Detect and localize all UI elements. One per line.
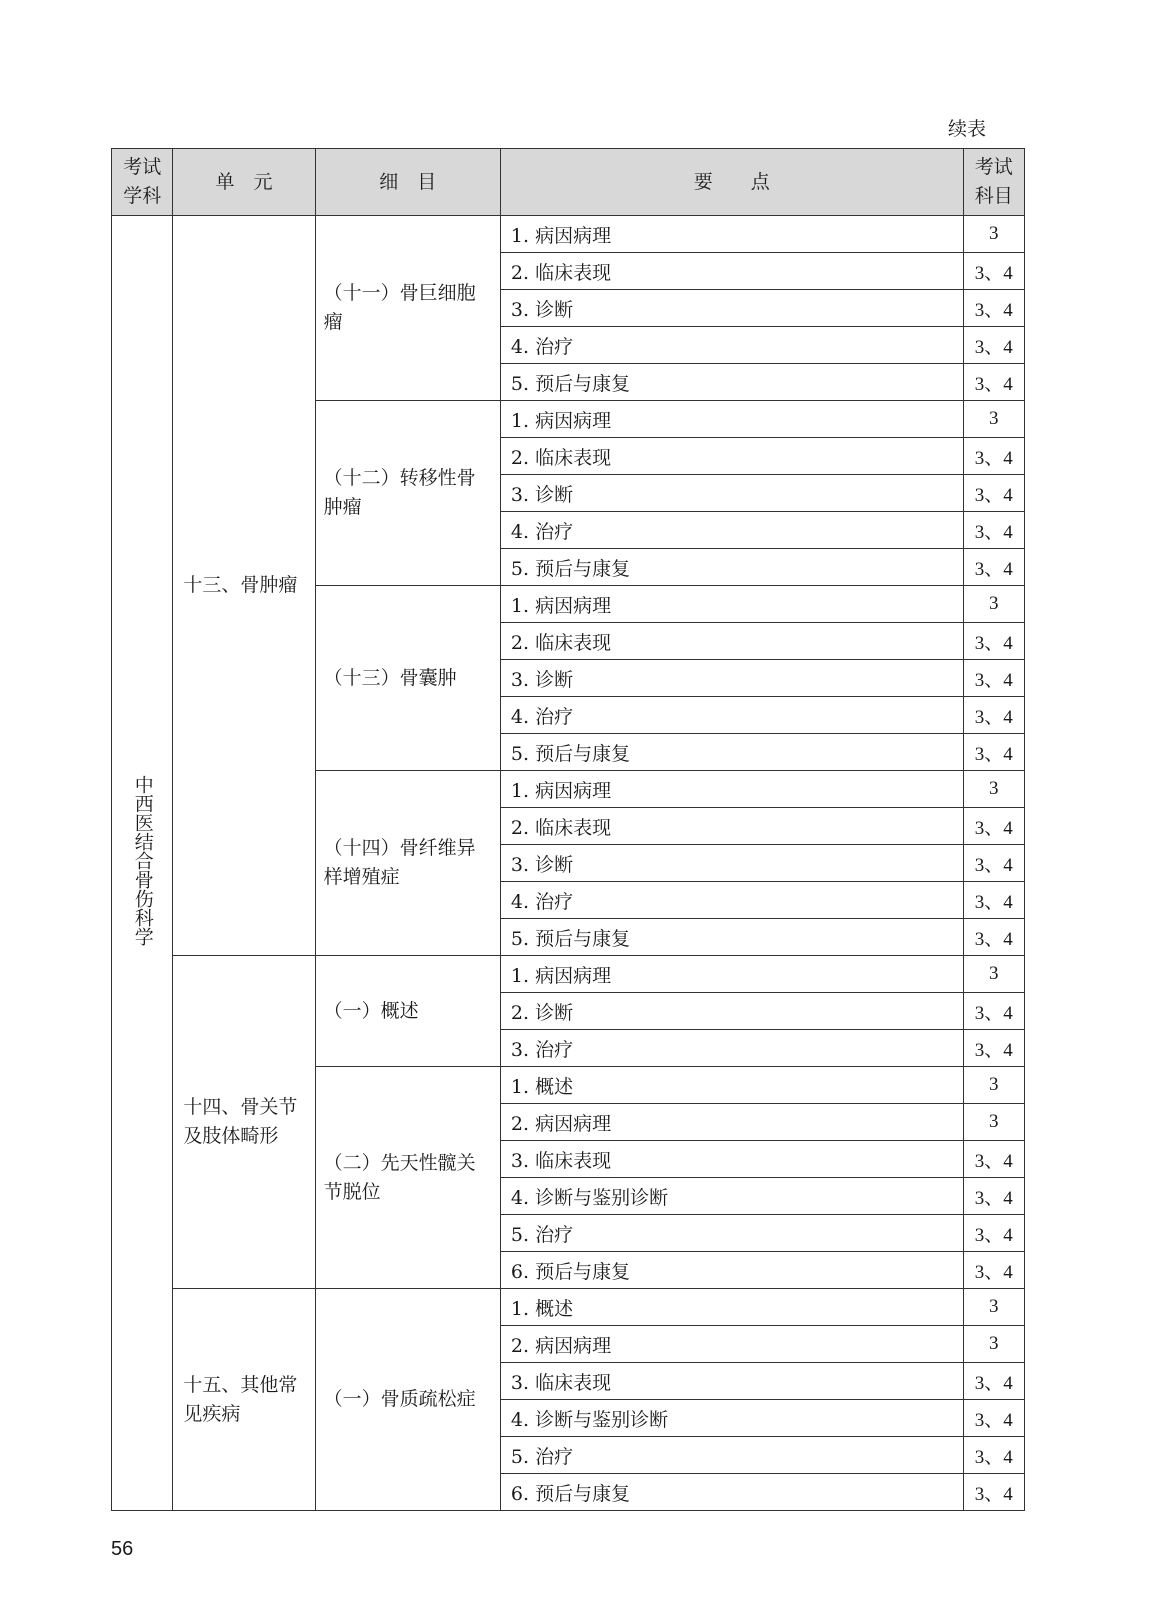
item-cell: （十二）转移性骨肿瘤 [315, 401, 500, 586]
exam-code-cell: 3、4 [963, 993, 1024, 1030]
point-cell: 5. 预后与康复 [500, 549, 963, 586]
unit-cell: 十三、骨肿瘤 [173, 216, 315, 956]
header-point-label: 要 点 [693, 170, 770, 193]
header-subject [112, 149, 173, 216]
exam-code-cell: 3、4 [963, 1437, 1024, 1474]
exam-code-cell: 3、4 [963, 919, 1024, 956]
exam-code-cell: 3、4 [963, 290, 1024, 327]
exam-code-cell: 3 [963, 216, 1024, 253]
header-code-label: 考试 科目 [974, 156, 1013, 207]
point-cell: 3. 诊断 [500, 475, 963, 512]
point-cell: 2. 诊断 [500, 993, 963, 1030]
point-cell: 2. 临床表现 [500, 438, 963, 475]
point-cell: 4. 治疗 [500, 697, 963, 734]
exam-code-cell: 3 [963, 1067, 1024, 1104]
exam-code-cell: 3、4 [963, 623, 1024, 660]
exam-code-cell: 3、4 [963, 882, 1024, 919]
exam-code-cell: 3 [963, 956, 1024, 993]
page-number: 56 [111, 1538, 134, 1560]
subject-label: 中西医结合骨伤科学 [131, 775, 154, 946]
exam-code-cell: 3、4 [963, 1252, 1024, 1289]
exam-code-cell: 3 [963, 1289, 1024, 1326]
exam-code-cell: 3 [963, 401, 1024, 438]
point-cell: 3. 临床表现 [500, 1141, 963, 1178]
point-cell: 6. 预后与康复 [500, 1474, 963, 1511]
point-cell: 3. 治疗 [500, 1030, 963, 1067]
point-cell: 2. 临床表现 [500, 808, 963, 845]
point-cell: 1. 病因病理 [500, 956, 963, 993]
header-unit-label: 单 元 [215, 170, 273, 193]
exam-code-cell: 3、4 [963, 327, 1024, 364]
point-cell: 5. 预后与康复 [500, 364, 963, 401]
exam-code-cell: 3、4 [963, 475, 1024, 512]
point-cell: 2. 临床表现 [500, 623, 963, 660]
table-body [112, 216, 1025, 1511]
point-cell: 4. 治疗 [500, 882, 963, 919]
point-cell: 2. 病因病理 [500, 1104, 963, 1141]
header-point [500, 149, 963, 216]
header-item-label: 细 目 [379, 170, 437, 193]
table-header-row [112, 149, 1025, 216]
table-row [112, 216, 1025, 253]
item-cell: （一）骨质疏松症 [315, 1289, 500, 1511]
exam-code-cell: 3、4 [963, 697, 1024, 734]
exam-code-cell: 3、4 [963, 1178, 1024, 1215]
exam-code-cell: 3、4 [963, 845, 1024, 882]
point-cell: 2. 临床表现 [500, 253, 963, 290]
point-cell: 5. 治疗 [500, 1215, 963, 1252]
point-cell: 4. 治疗 [500, 327, 963, 364]
point-cell: 1. 概述 [500, 1067, 963, 1104]
point-cell: 4. 诊断与鉴别诊断 [500, 1400, 963, 1437]
table-row [112, 1289, 1025, 1326]
exam-code-cell: 3、4 [963, 364, 1024, 401]
unit-cell: 十四、骨关节及肢体畸形 [173, 956, 315, 1289]
exam-code-cell: 3、4 [963, 1363, 1024, 1400]
exam-code-cell: 3 [963, 586, 1024, 623]
unit-cell: 十五、其他常见疾病 [173, 1289, 315, 1511]
point-cell: 6. 预后与康复 [500, 1252, 963, 1289]
item-cell: （一）概述 [315, 956, 500, 1067]
table-row [112, 956, 1025, 993]
exam-code-cell: 3 [963, 1326, 1024, 1363]
subject-cell [112, 216, 173, 1511]
point-cell: 5. 治疗 [500, 1437, 963, 1474]
point-cell: 4. 治疗 [500, 512, 963, 549]
point-cell: 5. 预后与康复 [500, 919, 963, 956]
syllabus-table [111, 148, 1025, 1511]
header-unit [173, 149, 315, 216]
point-cell: 3. 临床表现 [500, 1363, 963, 1400]
exam-code-cell: 3、4 [963, 512, 1024, 549]
exam-code-cell: 3、4 [963, 1400, 1024, 1437]
item-cell: （十三）骨囊肿 [315, 586, 500, 771]
point-cell: 3. 诊断 [500, 845, 963, 882]
header-subject-label: 考试 学科 [123, 156, 162, 207]
exam-code-cell: 3 [963, 771, 1024, 808]
exam-code-cell: 3、4 [963, 734, 1024, 771]
exam-code-cell: 3、4 [963, 438, 1024, 475]
item-cell: （二）先天性髋关节脱位 [315, 1067, 500, 1289]
point-cell: 3. 诊断 [500, 290, 963, 327]
point-cell: 5. 预后与康复 [500, 734, 963, 771]
header-item [315, 149, 500, 216]
header-code [963, 149, 1024, 216]
point-cell: 1. 概述 [500, 1289, 963, 1326]
point-cell: 4. 诊断与鉴别诊断 [500, 1178, 963, 1215]
exam-code-cell: 3、4 [963, 549, 1024, 586]
exam-code-cell: 3、4 [963, 1474, 1024, 1511]
item-cell: （十一）骨巨细胞瘤 [315, 216, 500, 401]
point-cell: 1. 病因病理 [500, 401, 963, 438]
exam-code-cell: 3、4 [963, 808, 1024, 845]
point-cell: 1. 病因病理 [500, 586, 963, 623]
point-cell: 3. 诊断 [500, 660, 963, 697]
exam-code-cell: 3、4 [963, 1141, 1024, 1178]
point-cell: 1. 病因病理 [500, 216, 963, 253]
exam-code-cell: 3 [963, 1104, 1024, 1141]
exam-code-cell: 3、4 [963, 253, 1024, 290]
continued-label: 续表 [947, 118, 986, 140]
item-cell: （十四）骨纤维异样增殖症 [315, 771, 500, 956]
point-cell: 1. 病因病理 [500, 771, 963, 808]
exam-code-cell: 3、4 [963, 1030, 1024, 1067]
point-cell: 2. 病因病理 [500, 1326, 963, 1363]
exam-code-cell: 3、4 [963, 1215, 1024, 1252]
exam-code-cell: 3、4 [963, 660, 1024, 697]
